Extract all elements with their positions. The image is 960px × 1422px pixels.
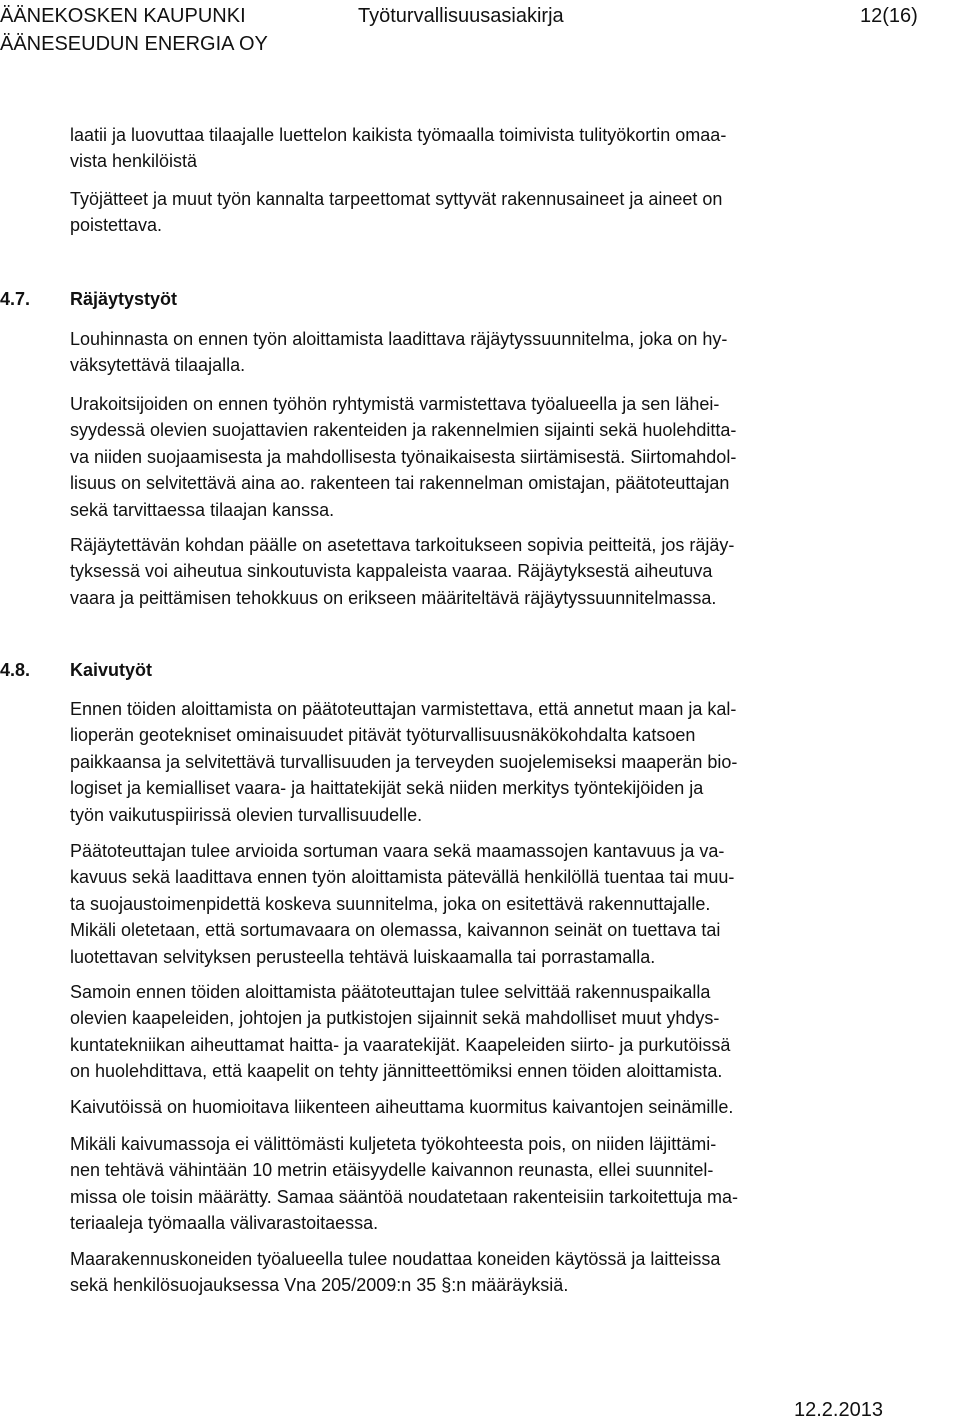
text-line: kuntatekniikan aiheuttamat haitta- ja vaaratekijät. Kaapeleiden siirto- ja purkutöissä bbox=[70, 1034, 731, 1055]
text-line: ta suojaustoimenpidettä koskeva suunnitelma, joka on esitettävä rakennuttajalle. bbox=[70, 893, 711, 914]
paragraph-section-4-8-5 bbox=[70, 1131, 910, 1237]
text-line: teriaaleja työmaalla välivarastoitaessa. bbox=[70, 1213, 379, 1234]
paragraph-section-4-8-4 bbox=[70, 1094, 910, 1120]
text-line: Ennen töiden aloittamista on päätoteuttajan varmistettava, että annetut maan ja kal- bbox=[70, 699, 737, 719]
text-line: Räjäytettävän kohdan päälle on asetettava tarkoitukseen sopivia peitteitä, jos räjäy- bbox=[70, 535, 735, 555]
text-line: Mikäli oletetaan, että sortumavaara on olemassa, kaivannon seinät on tuettava tai bbox=[70, 920, 721, 941]
page-header bbox=[0, 0, 960, 60]
organization-name-1: ÄÄNEKOSKEN KAUPUNKI bbox=[0, 5, 246, 27]
text-line: Urakoitsijoiden on ennen työhön ryhtymistä varmistettava työalueella ja sen lähei- bbox=[70, 394, 720, 414]
organization-name-2: ÄÄNESEUDUN ENERGIA OY bbox=[0, 33, 268, 55]
paragraph-section-4-7-3 bbox=[70, 532, 910, 611]
text-line: paikkaansa ja selvitettävä turvallisuuden ja terveyden suojelemiseksi maaperän bio- bbox=[70, 751, 738, 772]
text-line: väksytettävä tilaajalla. bbox=[70, 355, 246, 376]
paragraph-section-4-7-2 bbox=[70, 391, 910, 523]
text-line: Kaivutöissä on huomioitava liikenteen aiheuttama kuormitus kaivantojen seinämille. bbox=[70, 1097, 734, 1117]
text-line: kavuus sekä laadittava ennen työn aloittamista pätevällä henkilöllä tuentaa tai muu- bbox=[70, 867, 735, 888]
text-line: Louhinnasta on ennen työn aloittamista laadittava räjäytyssuunnitelma, joka on hy- bbox=[70, 329, 728, 349]
text-line: Maarakennuskoneiden työalueella tulee noudattaa koneiden käytössä ja laitteissa bbox=[70, 1249, 721, 1269]
text-line: sekä henkilösuojauksessa Vna 205/2009:n 35 §:n määräyksiä. bbox=[70, 1275, 569, 1296]
text-line: laatii ja luovuttaa tilaajalle luettelon kaikista työmaalla toimivista tulityökortin omaa- bbox=[70, 125, 727, 145]
text-line: nen tehtävä vähintään 10 metrin etäisyydelle kaivannon reunasta, ellei suunnitel- bbox=[70, 1160, 714, 1181]
footer-date: 12.2.2013 bbox=[794, 1399, 883, 1421]
text-line: va niiden suojaamisesta ja mahdollisesta työnaikaisesta siirtämisestä. Siirtomahdol- bbox=[70, 446, 737, 467]
text-line: vaara ja peittämisen tehokkuus on erikseen määriteltävä räjäytyssuunnitelmassa. bbox=[70, 587, 717, 608]
text-line: Mikäli kaivumassoja ei välittömästi kuljeteta työkohteesta pois, on niiden läjittämi- bbox=[70, 1134, 717, 1154]
paragraph-section-4-8-2 bbox=[70, 838, 910, 970]
text-line: vista henkilöistä bbox=[70, 151, 198, 172]
page-number: 12(16) bbox=[860, 5, 918, 27]
section-title: Kaivutyöt bbox=[70, 660, 153, 680]
paragraph-intro bbox=[70, 122, 910, 175]
text-line: sekä tarvittaessa tilaajan kanssa. bbox=[70, 499, 335, 520]
text-line: missa ole toisin määrätty. Samaa sääntöä noudatetaan rakenteisiin tarkoitettuja ma- bbox=[70, 1186, 739, 1207]
text-line: lioperän geotekniset ominaisuudet pitävät työturvallisuusnäkökohdalta katsoen bbox=[70, 725, 696, 746]
paragraph-section-4-7-1 bbox=[70, 326, 910, 379]
section-number: 4.7. bbox=[0, 289, 31, 309]
text-line: lisuus on selvitettävä aina ao. rakenteen tai rakennelman omistajan, päätoteuttajan bbox=[70, 473, 730, 494]
text-line: Samoin ennen töiden aloittamista päätoteuttajan tulee selvittää rakennuspaikalla bbox=[70, 982, 711, 1002]
text-line: olevien kaapeleiden, johtojen ja putkistojen sijainnit sekä mahdolliset muut yhdys- bbox=[70, 1008, 720, 1029]
paragraph-waste bbox=[70, 186, 910, 239]
paragraph-section-4-8-6 bbox=[70, 1246, 910, 1299]
section-number: 4.8. bbox=[0, 660, 31, 680]
text-line: logiset ja kemialliset vaara- ja haittatekijät sekä niiden merkitys työntekijöiden ja bbox=[70, 778, 704, 799]
document-title: Työturvallisuusasiakirja bbox=[358, 5, 564, 27]
text-line: Työjätteet ja muut työn kannalta tarpeettomat syttyvät rakennusaineet ja aineet on bbox=[70, 189, 723, 209]
paragraph-section-4-8-3 bbox=[70, 979, 910, 1085]
text-line: työn vaikutuspiirissä olevien turvallisuudelle. bbox=[70, 804, 423, 825]
section-title: Räjäytystyöt bbox=[70, 289, 178, 309]
paragraph-section-4-8-1 bbox=[70, 696, 910, 828]
text-line: Päätoteuttajan tulee arvioida sortuman vaara sekä maamassojen kantavuus ja va- bbox=[70, 841, 725, 861]
text-line: syydessä olevien suojattavien rakenteiden ja rakennelmien sijainti sekä huolehditta- bbox=[70, 420, 737, 441]
text-line: luotettavan selvityksen perusteella tehtävä luiskaamalla tai porrastamalla. bbox=[70, 946, 656, 967]
text-line: on huolehdittava, että kaapelit on tehty jännitteettömiksi ennen töiden aloittamista. bbox=[70, 1061, 723, 1082]
text-line: tyksessä voi aiheutua sinkoutuvista kappaleista vaaraa. Räjäytyksestä aiheutuva bbox=[70, 561, 713, 582]
text-line: poistettava. bbox=[70, 215, 163, 236]
